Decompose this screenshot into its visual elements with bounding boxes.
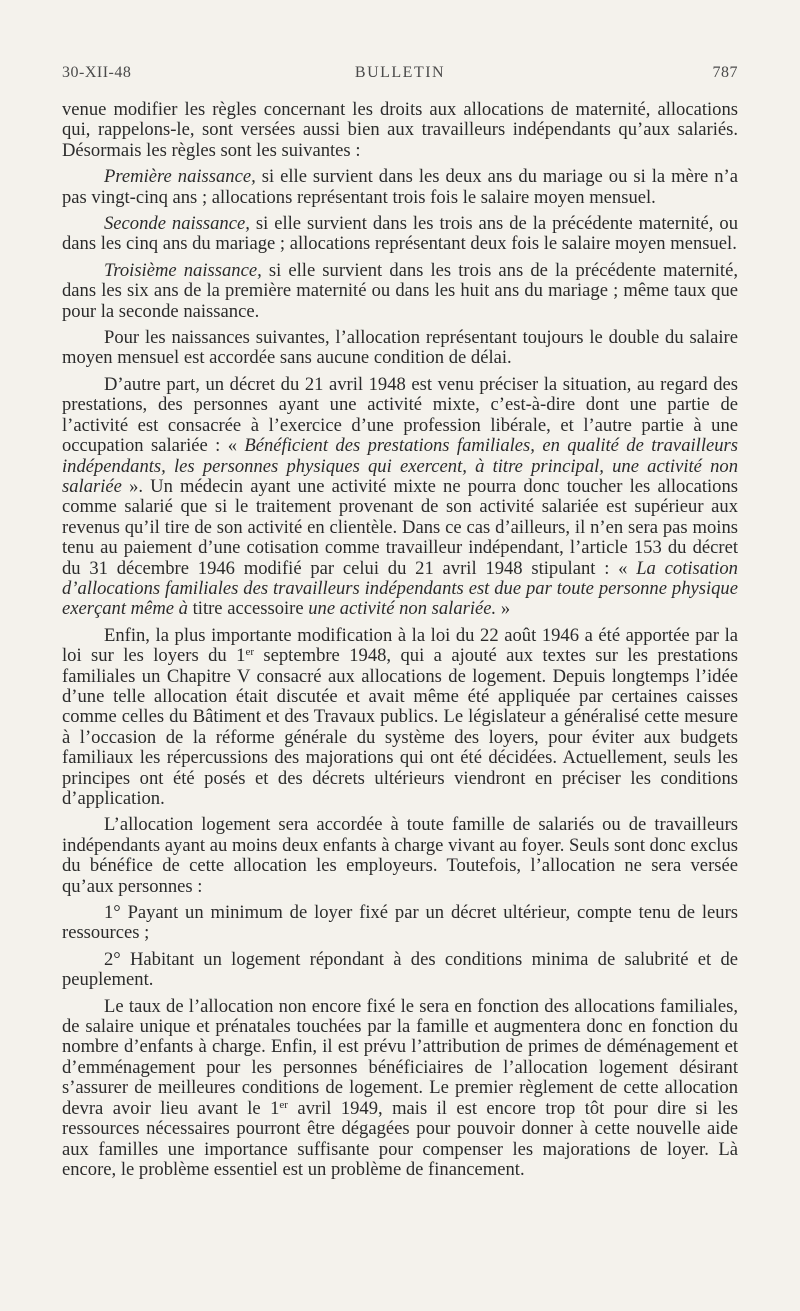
paragraph-text: si elle survient dans les trois ans de la précédente maternité, dans les six ans de la première maternité ou dans les huit ans du mariage ; même taux que pour la seconde naissance. [62, 259, 738, 322]
running-header [62, 64, 738, 86]
paragraph-housing-law [62, 626, 738, 810]
paragraph-lead: Troisième naissance, [104, 259, 262, 281]
paragraph-text: avril 1949, mais il est encore trop tôt pour dire si les ressources nécessaires pourront être dégagées pour pouvoir donner à cette nouvelle aide aux familles une importance suffisante pour compenser les majorations de loyer. Là encore, le problème essentiel est un problème de financement. [62, 1097, 738, 1180]
paragraph-text: Le taux de l’allocation non encore fixé le sera en fonction des allocations familiales, de salaire unique et prénatales touchées par la famille et augmentera donc en fonction du nombre d’enfants à charge. Enfin, il est prévu l’attribution de primes de déménagement et d’emménagement pour les personnes bénéficiaires de l’allocation logement désirant s’assurer de meilleures conditions de logement. Le premier règlement de cette allocation devra avoir lieu avant le 1 [62, 995, 738, 1119]
superscript: er [279, 1098, 288, 1111]
paragraph-text: septembre 1948, qui a ajouté aux textes sur les prestations familiales un Chapitre V consacré aux allocations de logement. Depuis longtemps l’idée d’une telle allocation était discutée et avait même été appliquée par certaines caisses comme celles du Bâtiment et des Travaux publics. Le législateur a généralisé cette mesure à l’occasion de la réforme générale du système des loyers, pour éviter aux budgets familiaux les répercussions des majorations qui ont été décidées. Actuellement, seuls les principes ont été posés et des décrets ultérieurs viendront en préciser les conditions d’application. [62, 645, 738, 809]
paragraph-housing-allowance [62, 815, 738, 897]
paragraph-text: L’allocation logement sera accordée à toute famille de salariés ou de travailleurs indépendants ayant au moins deux enfants à charge vivant au foyer. Seuls sont donc exclus du bénéfice de cette allocation les employeurs. Toutefois, l’allocation ne sera versée qu’aux personnes : [62, 814, 738, 897]
paragraph-text: titre accessoire [187, 598, 309, 620]
paragraph-lead: Seconde naissance, [104, 213, 250, 235]
paragraph-third-birth [62, 261, 738, 322]
paragraph-text: Enfin, la plus importante modification à la loi du 22 août 1946 a été apportée par la loi sur les loyers du 1 [62, 624, 738, 667]
paragraph-rate [62, 997, 738, 1181]
quoted-article: La cotisation d’allocations familiales des travailleurs indépendants est due par toute personne physique exerçant même à [62, 557, 738, 620]
paragraph-text: 1° Payant un minimum de loyer fixé par un décret ultérieur, compte tenu de leurs ressources ; [62, 902, 738, 944]
quoted-article-end: une activité non salariée. [308, 598, 497, 620]
header-title: BULLETIN [354, 64, 446, 81]
paragraph-first-birth [62, 167, 738, 208]
header-date: 30-XII-48 [62, 64, 132, 81]
paragraph-text: ». Un médecin ayant une activité mixte ne pourra donc toucher les allocations comme salarié que si le traitement provenant de son activité salariée est supérieur aux revenus qu’il tire de son activité en clientèle. Dans ce cas d’ailleurs, il n’en sera pas moins tenu au paiement d’une cotisation comme travailleur indépendant, l’article 153 du décret du 31 décembre 1946 modifié par celui du 21 avril 1948 stipulant : « [62, 475, 738, 579]
paragraph-condition-2 [62, 950, 738, 991]
paragraph-following-births [62, 328, 738, 369]
paragraph-mixed-activity [62, 375, 738, 620]
paragraph-lead: Première naissance, [104, 166, 256, 188]
paragraph-text: venue modifier les règles concernant les droits aux allocations de maternité, allocations qui, rappelons-le, sont versées aussi bien aux travailleurs indépendants qu’aux salariés. Désormais les règles sont les suivantes : [62, 99, 738, 161]
superscript: er [245, 646, 254, 659]
article-body [62, 100, 738, 1186]
page-number: 787 [712, 64, 738, 81]
paragraph-text: si elle survient dans les deux ans du mariage ou si la mère n’a pas vingt-cinq ans ; allocations représentant trois fois le salaire moyen mensuel. [62, 166, 738, 208]
paragraph-second-birth [62, 214, 738, 255]
paragraph-text: Pour les naissances suivantes, l’allocation représentant toujours le double du salaire moyen mensuel est accordée sans aucune condition de délai. [62, 327, 738, 369]
paragraph-text: D’autre part, un décret du 21 avril 1948 est venu préciser la situation, au regard des prestations, des personnes ayant une activité mixte, c’est-à-dire dont une partie de l’activité est consacrée à l’exercice d’une profession libérale, et l’autre partie à une occupation salariée : « [62, 373, 738, 457]
quoted-decree: Bénéficient des prestations familiales, en qualité de travailleurs indépendants, les personnes physiques qui exercent, à titre principal, une activité non salariée [62, 435, 739, 497]
paragraph-condition-1 [62, 903, 738, 944]
paragraph-text: si elle survient dans les trois ans de la précédente maternité, ou dans les cinq ans du mariage ; allocations représentant deux fois le salaire moyen mensuel. [62, 213, 739, 255]
paragraph-intro [62, 100, 738, 161]
paragraph-text: 2° Habitant un logement répondant à des conditions minima de salubrité et de peuplement. [62, 948, 738, 991]
paragraph-text: » [496, 598, 511, 620]
